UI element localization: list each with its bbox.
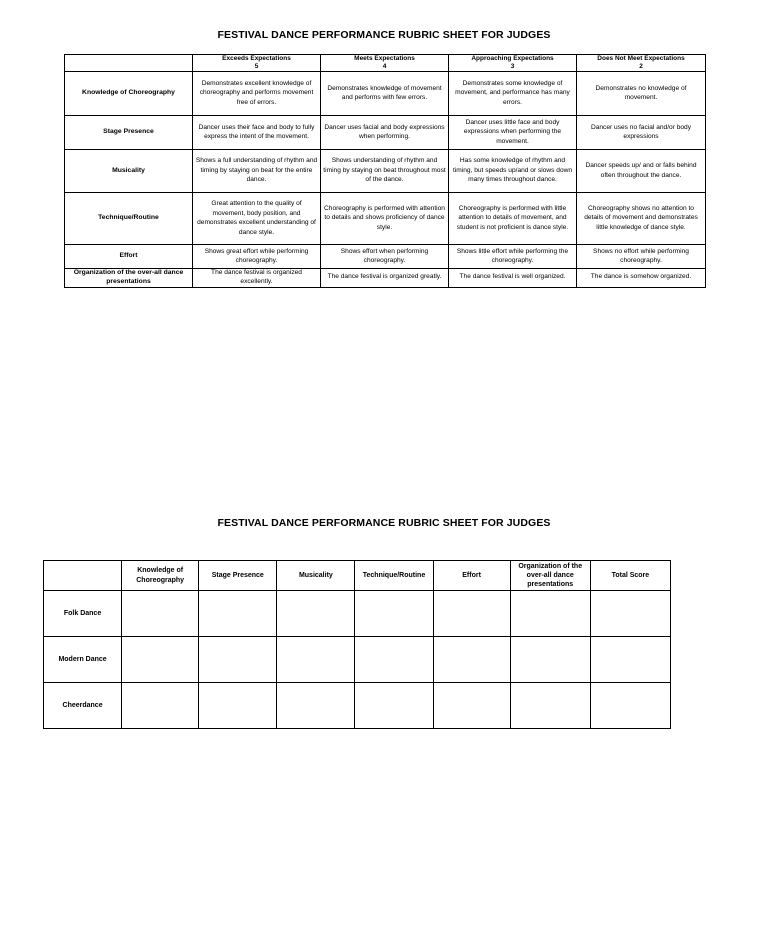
score-cell[interactable] [510, 591, 590, 637]
rubric-cell: Shows great effort while performing choreography. [193, 244, 321, 268]
score-cell[interactable] [433, 591, 510, 637]
score-column-header: Effort [433, 561, 510, 591]
score-cell[interactable] [122, 591, 199, 637]
rubric-cell: The dance festival is organized greatly. [321, 268, 449, 287]
rubric-cell: Choreography is performed with attention to details and shows proficiency of dance style. [321, 192, 449, 244]
score-cell[interactable] [277, 591, 355, 637]
criterion-label: Knowledge of Choreography [65, 71, 193, 115]
rubric-header-row [65, 55, 706, 72]
dance-category-label: Folk Dance [44, 591, 122, 637]
score-row [44, 591, 671, 637]
rubric-cell: Dancer speeds up/ and or falls behind often throughout the dance. [577, 149, 706, 192]
rubric-cell: Dancer uses facial and body expressions when performing. [321, 115, 449, 149]
score-cell[interactable] [199, 683, 277, 729]
rubric-corner-cell [65, 55, 193, 72]
score-cell[interactable] [510, 637, 590, 683]
level-header: Exceeds Expectations 5 [193, 55, 321, 72]
score-cell[interactable] [199, 591, 277, 637]
dance-category-label: Cheerdance [44, 683, 122, 729]
total-score-cell[interactable] [590, 683, 670, 729]
rubric-cell: Dancer uses little face and body expressions when performing the movement. [449, 115, 577, 149]
rubric-row [65, 149, 706, 192]
rubric-cell: Has some knowledge of rhythm and timing, but speeds up/and or slows down many times throughout dance. [449, 149, 577, 192]
level-header: Approaching Expectations 3 [449, 55, 577, 72]
rubric-cell: Shows effort when performing choreography. [321, 244, 449, 268]
rubric-row [65, 268, 706, 287]
score-table [43, 560, 671, 729]
criterion-label: Organization of the over-all dance presentations [65, 268, 193, 287]
score-column-header: Musicality [277, 561, 355, 591]
score-corner-cell [44, 561, 122, 591]
score-cell[interactable] [433, 637, 510, 683]
score-column-header: Knowledge of Choreography [122, 561, 199, 591]
score-column-header: Total Score [590, 561, 670, 591]
rubric-cell: Shows no effort while performing choreography. [577, 244, 706, 268]
score-cell[interactable] [433, 683, 510, 729]
total-score-cell[interactable] [590, 637, 670, 683]
score-cell[interactable] [510, 683, 590, 729]
rubric-row [65, 71, 706, 115]
score-cell[interactable] [122, 637, 199, 683]
rubric-cell: Demonstrates no knowledge of movement. [577, 71, 706, 115]
rubric-cell: Shows a full understanding of rhythm and timing by staying on beat for the entire dance. [193, 149, 321, 192]
rubric-title: FESTIVAL DANCE PERFORMANCE RUBRIC SHEET FOR JUDGES [217, 29, 551, 41]
rubric-cell: The dance festival is well organized. [449, 268, 577, 287]
rubric-cell: Choreography shows no attention to details of movement and demonstrates little knowledge of dance style. [577, 192, 706, 244]
score-cell[interactable] [355, 683, 433, 729]
criterion-label: Effort [65, 244, 193, 268]
score-row [44, 683, 671, 729]
rubric-cell: Shows understanding of rhythm and timing by staying on beat throughout most of the dance. [321, 149, 449, 192]
rubric-cell: Demonstrates some knowledge of movement, and performance has many errors. [449, 71, 577, 115]
total-score-cell[interactable] [590, 591, 670, 637]
rubric-cell: Shows little effort while performing the choreography. [449, 244, 577, 268]
score-header-row [44, 561, 671, 591]
criterion-label: Stage Presence [65, 115, 193, 149]
score-cell[interactable] [355, 637, 433, 683]
score-row [44, 637, 671, 683]
score-column-header: Stage Presence [199, 561, 277, 591]
score-cell[interactable] [122, 683, 199, 729]
score-column-header: Organization of the over-all dance presentations [510, 561, 590, 591]
rubric-cell: Dancer uses their face and body to fully express the intent of the movement. [193, 115, 321, 149]
score-cell[interactable] [199, 637, 277, 683]
level-header: Does Not Meet Expectations 2 [577, 55, 706, 72]
dance-category-label: Modern Dance [44, 637, 122, 683]
score-column-header: Technique/Routine [355, 561, 433, 591]
rubric-cell: Demonstrates excellent knowledge of choreography and performs movement free of errors. [193, 71, 321, 115]
criterion-label: Musicality [65, 149, 193, 192]
rubric-cell: Choreography is performed with little attention to details of movement, and student is not proficient is dance style. [449, 192, 577, 244]
rubric-cell: Great attention to the quality of movement, body position, and demonstrates excellent understanding of dance style. [193, 192, 321, 244]
score-cell[interactable] [277, 637, 355, 683]
criterion-label: Technique/Routine [65, 192, 193, 244]
level-header: Meets Expectations 4 [321, 55, 449, 72]
rubric-row [65, 244, 706, 268]
rubric-cell: Demonstrates knowledge of movement and performs with few errors. [321, 71, 449, 115]
score-cell[interactable] [277, 683, 355, 729]
rubric-row [65, 192, 706, 244]
score-sheet-title: FESTIVAL DANCE PERFORMANCE RUBRIC SHEET FOR JUDGES [217, 517, 551, 529]
rubric-cell: The dance is somehow organized. [577, 268, 706, 287]
rubric-row [65, 115, 706, 149]
rubric-cell: Dancer uses no facial and/or body expressions [577, 115, 706, 149]
rubric-cell: The dance festival is organized excellently. [193, 268, 321, 287]
rubric-table [64, 54, 706, 288]
score-cell[interactable] [355, 591, 433, 637]
